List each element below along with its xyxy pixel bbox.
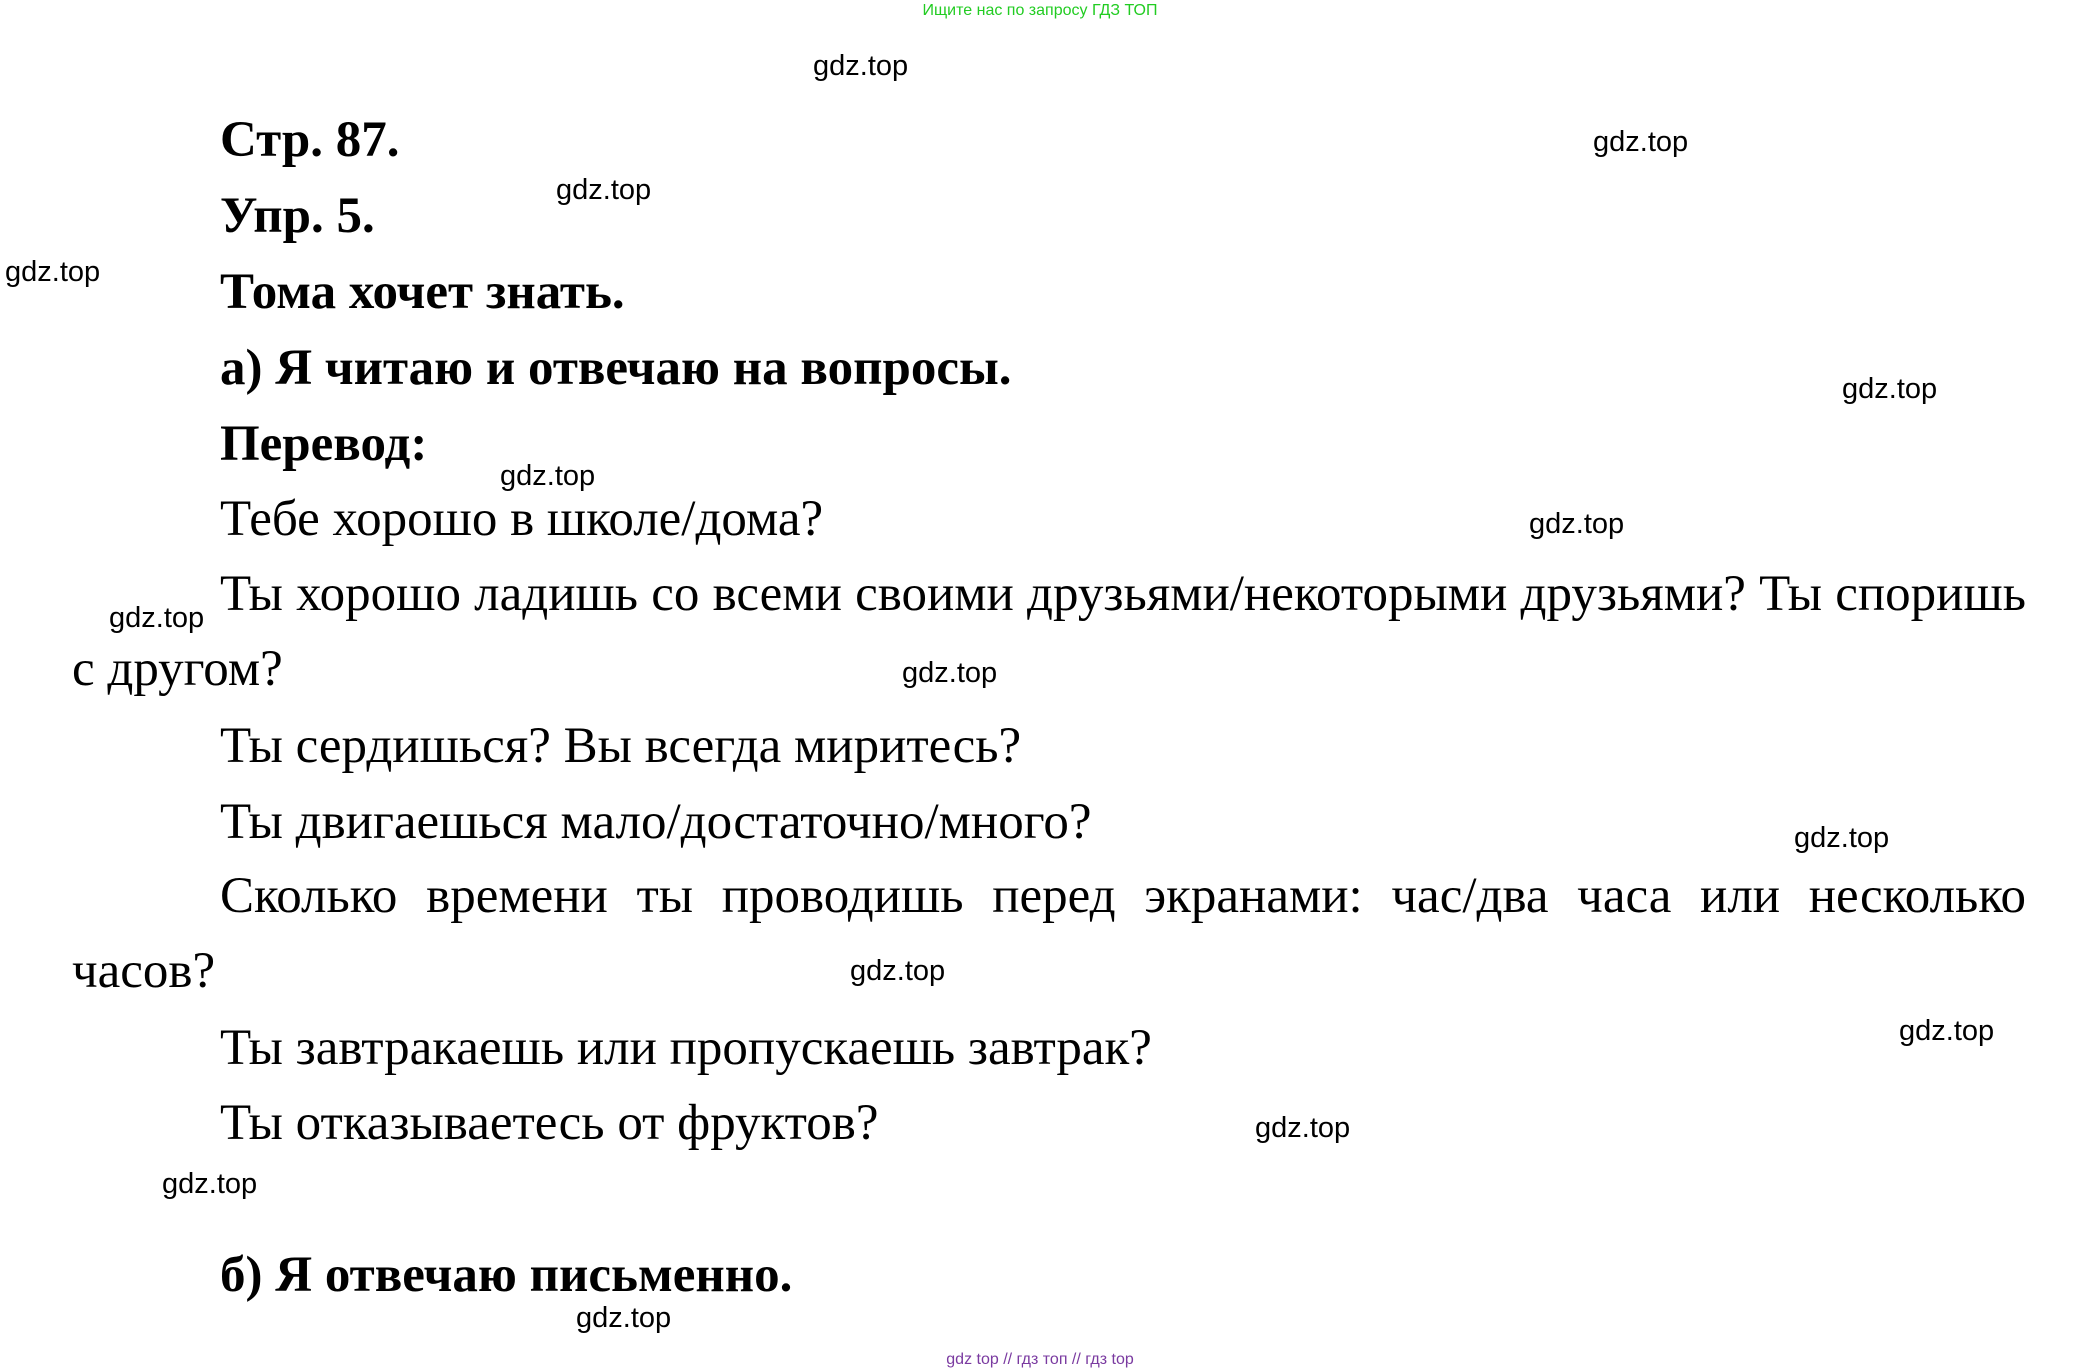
footer-links: gdz top // гдз топ // гдз top [946, 1351, 1134, 1368]
watermark: gdz.top [902, 657, 998, 689]
watermark: gdz.top [1899, 1015, 1995, 1047]
question-4: Ты двигаешься мало/достаточно/много? [220, 794, 1092, 850]
watermark: gdz.top [1255, 1112, 1351, 1144]
question-1: Тебе хорошо в школе/дома? [220, 491, 824, 547]
question-3: Ты сердишься? Вы всегда миритесь? [220, 718, 1022, 774]
question-5: Сколько времени ты проводишь перед экранами: час/два часа или несколько часов? [72, 868, 2026, 999]
watermark: gdz.top [813, 50, 909, 82]
exercise-number: Упр. 5. [220, 188, 375, 244]
top-banner: Ищите нас по запросу ГДЗ ТОП [922, 2, 1158, 19]
question-7: Ты отказываетесь от фруктов? [220, 1095, 879, 1151]
question-2: Ты хорошо ладишь со всеми своими друзьями/некоторыми друзьями? Ты споришь с другом? [72, 566, 2026, 697]
watermark: gdz.top [109, 602, 205, 634]
watermark: gdz.top [576, 1302, 672, 1334]
question-6: Ты завтракаешь или пропускаешь завтрак? [220, 1020, 1152, 1076]
watermark: gdz.top [850, 955, 946, 987]
watermark: gdz.top [500, 460, 596, 492]
watermark: gdz.top [556, 174, 652, 206]
watermark: gdz.top [162, 1168, 258, 1200]
section-a-heading: а) Я читаю и отвечаю на вопросы. [220, 340, 1012, 396]
watermark: gdz.top [1529, 508, 1625, 540]
translation-label: Перевод: [220, 416, 428, 472]
watermark: gdz.top [1842, 373, 1938, 405]
section-b-heading: б) Я отвечаю письменно. [220, 1247, 793, 1303]
watermark: gdz.top [1593, 126, 1689, 158]
page-number: Стр. 87. [220, 112, 400, 168]
watermark: gdz.top [1794, 822, 1890, 854]
watermark: gdz.top [5, 256, 101, 288]
exercise-title: Тома хочет знать. [220, 264, 625, 320]
